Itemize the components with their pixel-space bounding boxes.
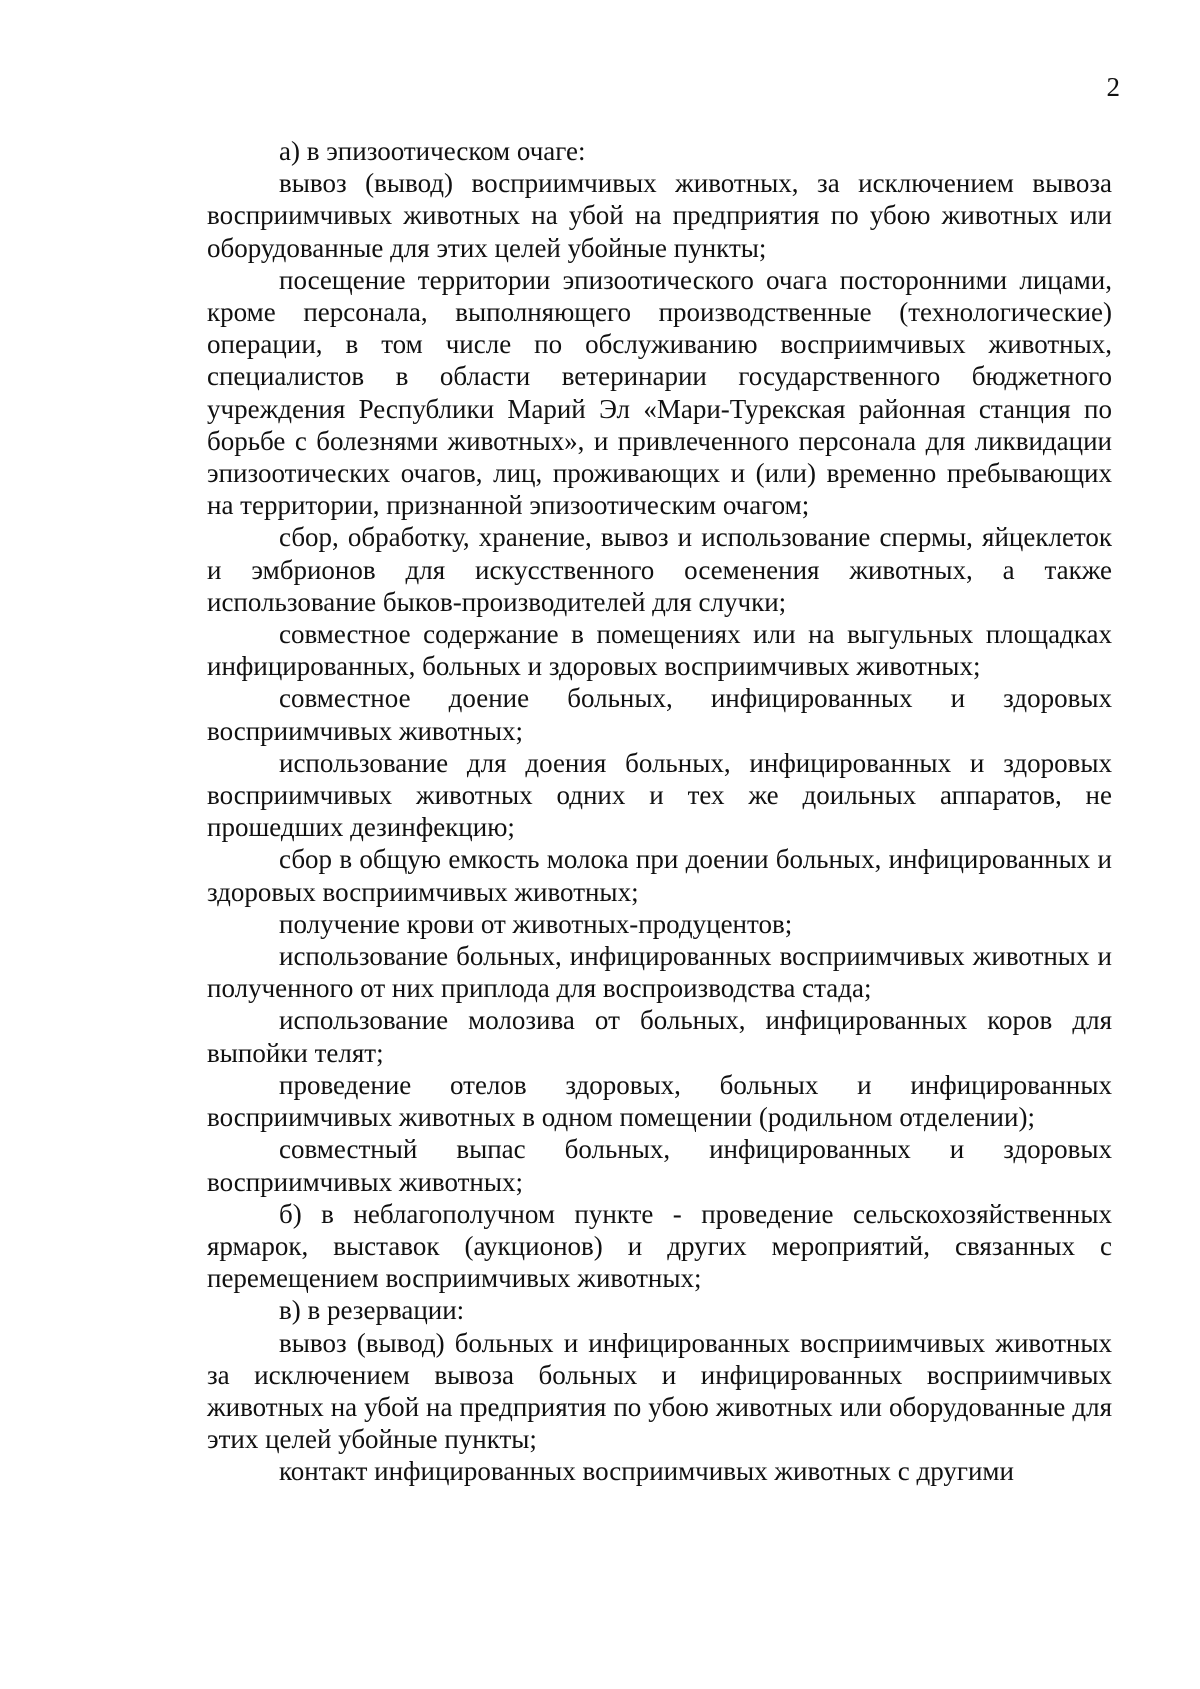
paragraph: вывоз (вывод) больных и инфицированных восприимчивых животных за исключением вывоза больных и инфицированных восприимчивых животных на убой на предприятия по убою животных или оборудованные для этих целей убойные пункты; xyxy=(207,1327,1112,1455)
paragraph: совместное доение больных, инфицированных и здоровых восприимчивых животных; xyxy=(207,683,1112,746)
paragraph: сбор, обработку, хранение, вывоз и использование спермы, яйцеклеток и эмбрионов для искусственного осеменения животных, а также использование быков-производителей для случки; xyxy=(207,522,1112,617)
paragraph: совместное содержание в помещениях или на выгульных площадках инфицированных, больных и здоровых восприимчивых животных; xyxy=(207,619,1112,682)
paragraph: проведение отелов здоровых, больных и инфицированных восприимчивых животных в одном помещении (родильном отделении); xyxy=(207,1069,1112,1133)
page-number: 2 xyxy=(1106,72,1120,102)
paragraph: в) в резервации: xyxy=(279,1295,465,1326)
paragraph: использование молозива от больных, инфицированных коров для выпойки телят; xyxy=(207,1005,1112,1068)
paragraph: контакт инфицированных восприимчивых животных с другими xyxy=(279,1456,1014,1487)
paragraph: использование для доения больных, инфицированных и здоровых восприимчивых животных одних и тех же доильных аппаратов, не прошедших дезинфекцию; xyxy=(207,747,1112,843)
paragraph: а) в эпизоотическом очаге: xyxy=(279,136,586,166)
paragraph: получение крови от животных-продуцентов; xyxy=(279,908,793,939)
document-body xyxy=(207,135,1112,1488)
paragraph: сбор в общую емкость молока при доении больных, инфицированных и здоровых восприимчивых животных; xyxy=(207,844,1112,907)
paragraph: использование больных, инфицированных восприимчивых животных и полученного от них приплода для воспроизводства стада; xyxy=(207,941,1112,1004)
paragraph: совместный выпас больных, инфицированных и здоровых восприимчивых животных; xyxy=(207,1134,1112,1197)
paragraph: посещение территории эпизоотического очага посторонними лицами, кроме персонала, выполняющего производственные (технологические) операции, в том числе по обслуживанию восприимчивых животных, специалистов в области ветеринарии государственного бюджетного учреждения Республики Марий Эл «Мари-Турекская районная станция по борьбе с болезнями животных», и привлеченного персонала для ликвидации эпизоотических очагов, лиц, проживающих и (или) временно пребывающих на территории, признанной эпизоотическим очагом; xyxy=(207,264,1112,521)
paragraph: вывоз (вывод) восприимчивых животных, за исключением вывоза восприимчивых животных на убой на предприятия по убою животных или оборудованные для этих целей убойные пункты; xyxy=(207,168,1112,263)
paragraph: б) в неблагополучном пункте - проведение сельскохозяйственных ярмарок, выставок (аукционов) и других мероприятий, связанных с перемещением восприимчивых животных; xyxy=(207,1198,1112,1294)
